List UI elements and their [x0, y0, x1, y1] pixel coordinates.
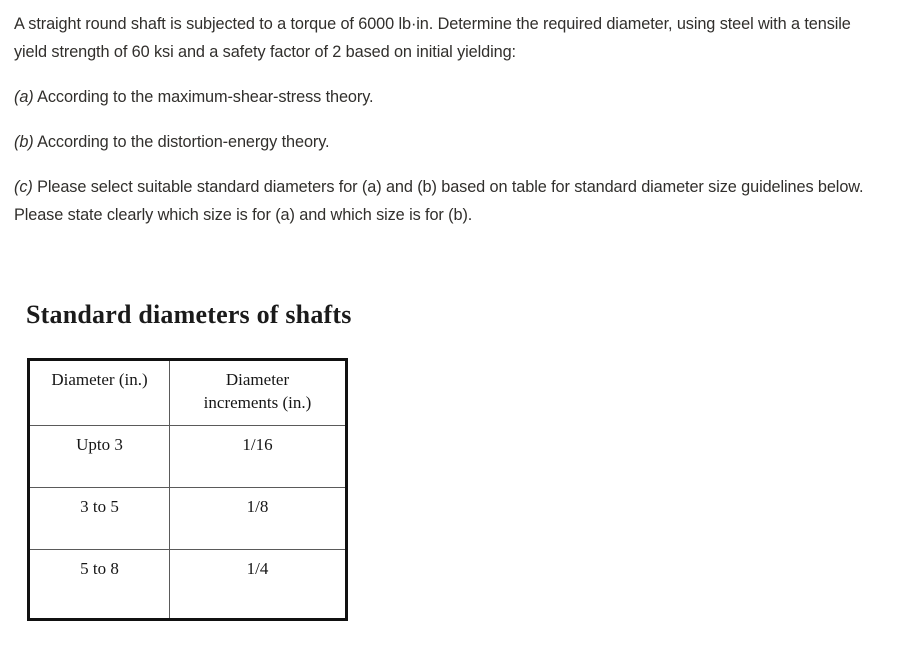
column-header-line-1: Diameter	[225, 370, 290, 389]
table-header	[29, 360, 347, 426]
column-header-diameter: Diameter (in.)	[29, 360, 170, 426]
cell-diameter-range: Upto 3	[29, 426, 170, 488]
table-row	[29, 550, 347, 620]
cell-diameter-increment: 1/8	[170, 488, 347, 550]
cell-diameter-increment: 1/16	[170, 426, 347, 488]
standard-diameters-table	[27, 358, 348, 621]
problem-intro-paragraph: A straight round shaft is subjected to a torque of 6000 lb·in. Determine the required diameter, using steel with a tensile yield strength of 60 ksi and a safety factor of 2 based on initial yielding:	[14, 15, 851, 61]
part-b-text: According to the distortion-energy theory.	[33, 133, 330, 151]
problem-part-b	[14, 128, 890, 156]
cell-diameter-increment: 1/4	[246, 559, 269, 578]
problem-part-c	[14, 173, 890, 229]
cell-diameter-range: 3 to 5	[29, 488, 170, 550]
part-a-label: (a)	[14, 88, 34, 106]
column-header-diameter-increments	[170, 360, 347, 426]
table-heading: Standard diameters of shafts	[26, 300, 352, 329]
table-body	[29, 426, 347, 620]
table-row	[29, 488, 347, 550]
part-a-text: According to the maximum-shear-stress theory.	[33, 88, 374, 106]
column-header-line-2: increments (in.)	[203, 393, 312, 412]
table-header-row	[29, 360, 347, 426]
part-c-text: Please select suitable standard diameters for (a) and (b) based on table for standard diameter size guidelines below. Please state clearly which size is for (a) and which size is for (b).	[14, 178, 864, 224]
problem-part-a	[14, 83, 890, 111]
part-c-label: (c)	[14, 178, 33, 196]
cell-diameter-range: 5 to 8	[29, 550, 170, 620]
table-row	[29, 426, 347, 488]
part-b-label: (b)	[14, 133, 34, 151]
problem-statement	[14, 10, 890, 229]
